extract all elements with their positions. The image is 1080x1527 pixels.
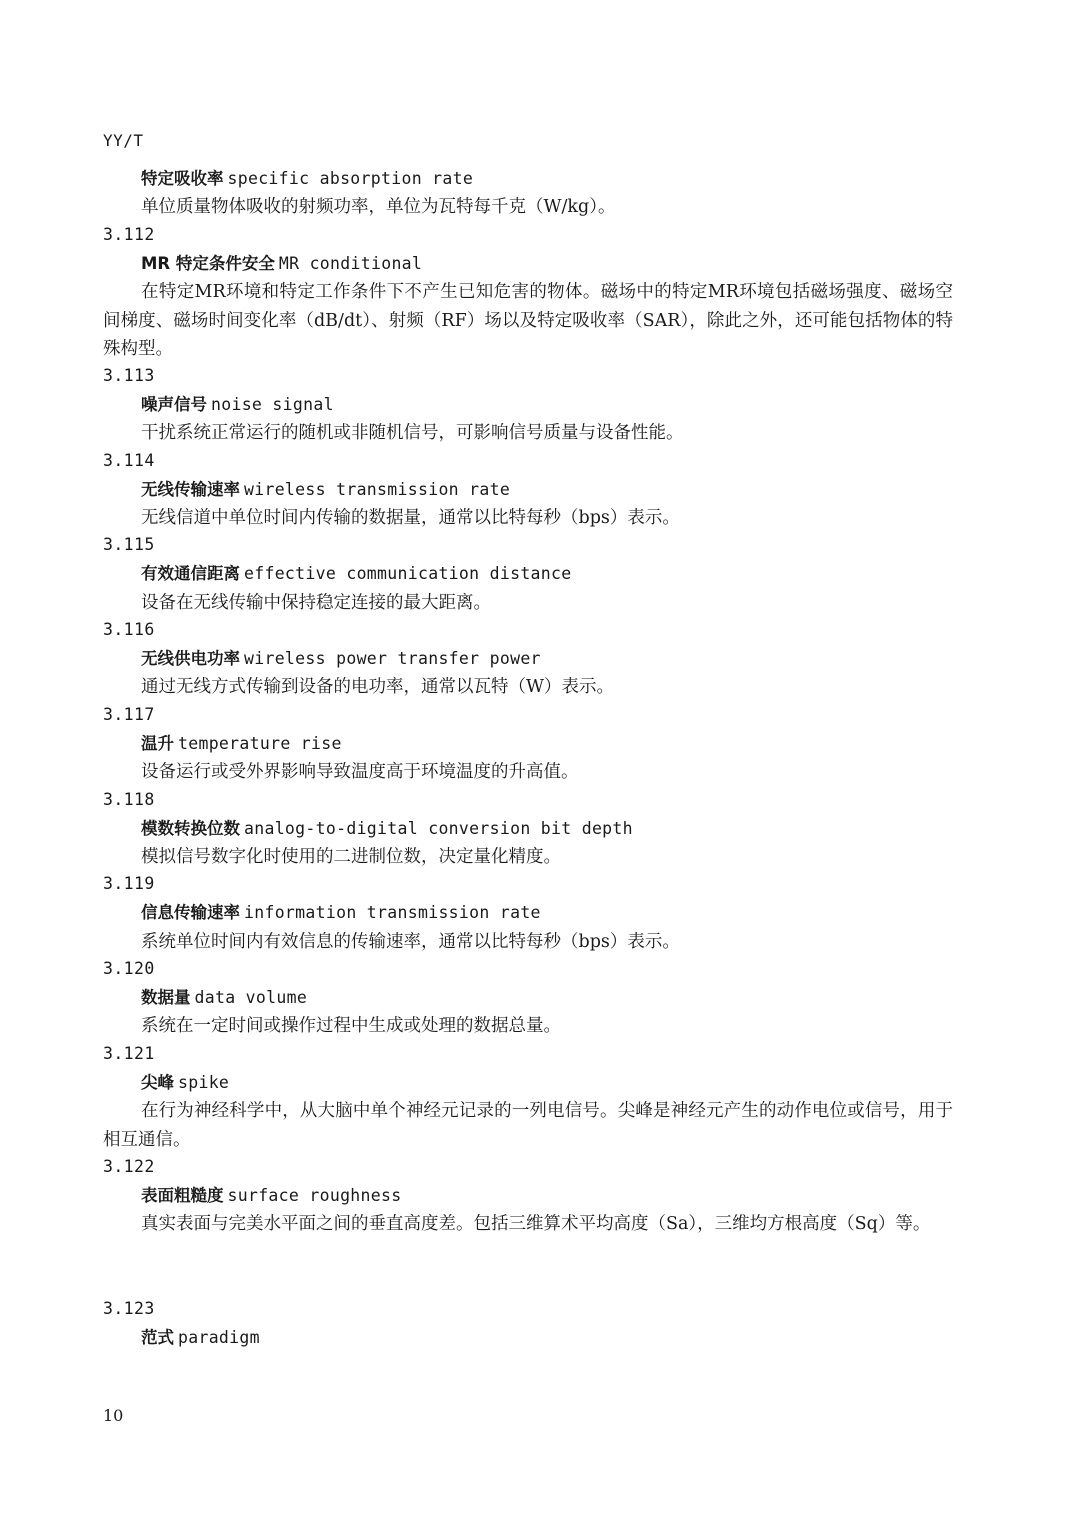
term-heading <box>141 819 633 839</box>
term-english: noise signal <box>211 395 334 414</box>
term-english: surface roughness <box>227 1186 402 1205</box>
term-chinese: 范式 <box>141 1328 174 1347</box>
term-number: 3.116 <box>103 620 155 639</box>
term-english: wireless power transfer power <box>244 649 541 668</box>
term-english: analog-to-digital conversion bit depth <box>244 819 633 838</box>
term-english: specific absorption rate <box>227 169 474 188</box>
term-chinese: 无线供电功率 <box>141 649 240 668</box>
term-chinese: 温升 <box>141 734 174 753</box>
term-definition: 真实表面与完美水平面之间的垂直高度差。包括三维算术平均高度（Sa），三维均方根高度（Sq）等。 <box>141 1214 931 1234</box>
term-definition: 在特定MR环境和特定工作条件下不产生已知危害的物体。磁场中的特定MR环境包括磁场强度、磁场空间梯度、磁场时间变化率（dB/dt）、射频（RF）场以及特定吸收率（SAR），除此之外，还可能包括物体的特殊构型。 <box>103 282 953 359</box>
term-definition: 单位质量物体吸收的射频功率，单位为瓦特每千克（W/kg）。 <box>141 197 616 217</box>
term-heading <box>141 1328 260 1348</box>
term-number: 3.122 <box>103 1157 155 1176</box>
term-heading <box>141 1186 401 1206</box>
term-chinese: MR 特定条件安全 <box>141 254 275 273</box>
term-heading <box>141 1073 229 1093</box>
term-heading <box>141 649 541 669</box>
term-english: information transmission rate <box>244 903 541 922</box>
term-chinese: 特定吸收率 <box>141 169 224 188</box>
term-definition: 干扰系统正常运行的随机或非随机信号，可影响信号质量与设备性能。 <box>141 423 684 443</box>
standard-code: YY/T <box>103 131 144 150</box>
term-heading <box>141 903 541 923</box>
term-definition: 系统在一定时间或操作过程中生成或处理的数据总量。 <box>141 1016 561 1036</box>
term-number: 3.117 <box>103 705 155 724</box>
term-heading <box>141 564 571 584</box>
term-chinese: 有效通信距离 <box>141 564 240 583</box>
term-definition: 无线信道中单位时间内传输的数据量，通常以比特每秒（bps）表示。 <box>141 508 680 528</box>
term-chinese: 数据量 <box>141 988 191 1007</box>
term-definition: 设备运行或受外界影响导致温度高于环境温度的升高值。 <box>141 762 579 782</box>
page-number: 10 <box>103 1406 124 1425</box>
term-chinese: 噪声信号 <box>141 395 207 414</box>
term-definition: 模拟信号数字化时使用的二进制位数，决定量化精度。 <box>141 847 561 867</box>
term-number: 3.120 <box>103 959 155 978</box>
term-english: wireless transmission rate <box>244 480 511 499</box>
term-chinese: 无线传输速率 <box>141 480 240 499</box>
term-heading <box>141 254 422 274</box>
term-heading <box>141 480 510 500</box>
term-number: 3.115 <box>103 535 155 554</box>
term-definition: 通过无线方式传输到设备的电功率，通常以瓦特（W）表示。 <box>141 677 614 697</box>
term-english: MR conditional <box>278 254 423 273</box>
term-english: paradigm <box>178 1328 260 1347</box>
term-heading <box>141 988 307 1008</box>
term-chinese: 尖峰 <box>141 1073 174 1092</box>
term-number: 3.123 <box>103 1299 155 1318</box>
term-english: spike <box>178 1073 230 1092</box>
term-chinese: 表面粗糙度 <box>141 1186 224 1205</box>
term-number: 3.114 <box>103 451 155 470</box>
term-definition: 在行为神经科学中，从大脑中单个神经元记录的一列电信号。尖峰是神经元产生的动作电位或信号，用于相互通信。 <box>103 1101 953 1150</box>
term-english: temperature rise <box>178 734 342 753</box>
term-heading <box>141 169 473 189</box>
term-english: effective communication distance <box>244 564 572 583</box>
term-english: data volume <box>194 988 308 1007</box>
term-number: 3.113 <box>103 366 155 385</box>
term-number: 3.119 <box>103 874 155 893</box>
term-number: 3.121 <box>103 1044 155 1063</box>
term-chinese: 模数转换位数 <box>141 819 240 838</box>
term-definition: 系统单位时间内有效信息的传输速率，通常以比特每秒（bps）表示。 <box>141 932 680 952</box>
term-definition: 设备在无线传输中保持稳定连接的最大距离。 <box>141 593 491 613</box>
term-chinese: 信息传输速率 <box>141 903 240 922</box>
term-number: 3.112 <box>103 225 155 244</box>
term-heading <box>141 734 342 754</box>
term-heading <box>141 395 334 415</box>
term-number: 3.118 <box>103 790 155 809</box>
